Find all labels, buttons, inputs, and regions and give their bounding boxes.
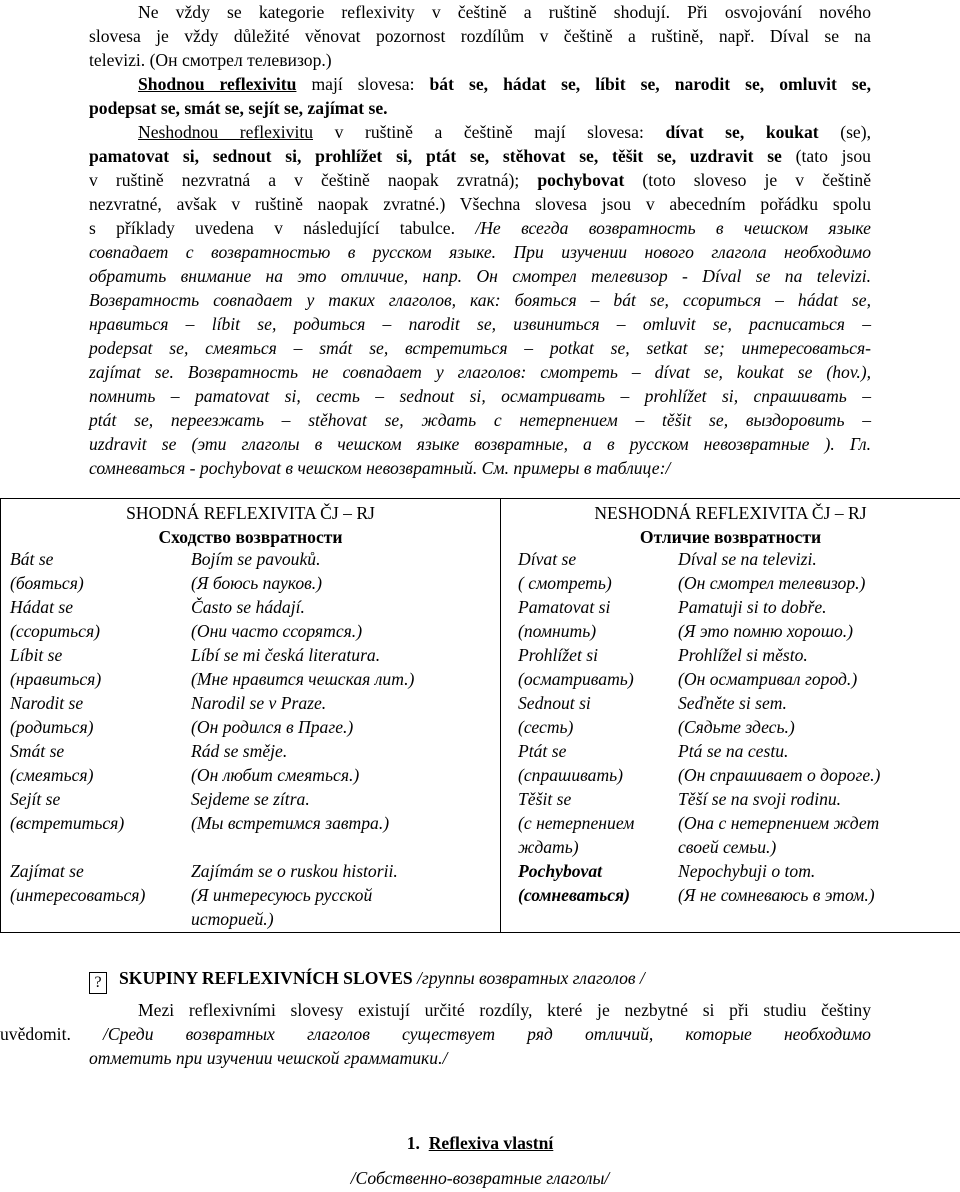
intro-paragraph [89,0,871,480]
neshoda-line3-b: pochybovat [537,170,625,190]
intro-text-2: slovesa je vždy důležité věnovat pozornost rozdílům v češtině a ruštině, např. Díval se na [89,26,871,46]
verb-line: Dívat se [518,549,577,569]
verb-line: Zajímat se [10,861,84,881]
ru-text-3: Возвратность совпадает у таких глаголов, как: бояться – bát se, ссориться – hádat se, [89,290,871,310]
neshoda-line4: nezvratné, avšak v ruštině naopak zvratné.) Všechna slovesa jsou v abecedním pořádku spolu [89,194,871,214]
example-line: (Он смотрел телевизор.) [678,573,866,593]
neshoda-label: Neshodnou reflexivitu [138,122,314,142]
section-text-1: Mezi reflexivními slovesy existují určité rozdíly, které je nezbytné si při studiu češtiny [138,1000,871,1020]
ru-text-5: podepsat se, смеяться – smát se, встретиться – potkat se, setkat se; интересоваться- [89,338,871,358]
example-line: Narodil se v Praze. [191,693,327,713]
example-line: (Она с нетерпением ждет [678,813,880,833]
verb-line: ( смотреть) [518,573,612,593]
example-line: Sejdeme se zítra. [191,789,310,809]
reflexivity-table [0,498,960,933]
neshoda-line3-a: v ruštině nezvratná a v češtině naopak zvratná); [89,170,538,190]
verb-cell [518,643,634,691]
shoda-rest: mají slovesa: [296,74,430,94]
example-cell [191,859,398,931]
section-title: SKUPINY REFLEXIVNÍCH SLOVES [119,968,413,988]
example-cell [191,643,414,691]
neshoda-line5-a: s příklady uvedena v následující tabulce. [89,218,476,238]
verb-line: Ptát se [518,741,567,761]
subsection-title: Reflexiva vlastní [428,1133,554,1153]
left-header-subtitle: Сходство возвратности [158,527,343,547]
ru-text-9: uzdravit se (эти глаголы в чешском языке возвратные, а в русском невозвратные ). Гл. [89,434,871,454]
example-cell [678,787,879,859]
intro-line-1 [89,0,871,24]
example-line: историей.) [191,909,274,929]
section-text-3: отметить при изучении чешской грамматики./ [89,1048,448,1068]
verb-cell [10,547,84,595]
verb-line: (сесть) [518,717,574,737]
verb-line: (нравиться) [10,669,102,689]
ru-text-2: обратить внимание на это отличие, напр. Он смотрел телевизор - Díval se na televizi. [89,266,871,286]
verb-line: (встретиться) [10,813,125,833]
neshoda-line-1 [89,120,871,144]
left-column [1,499,501,933]
verb-line: Smát se [10,741,65,761]
example-line: (Я не сомневаюсь в этом.) [678,885,875,905]
example-line: (Он родился в Праге.) [191,717,354,737]
section-title-ru: /группы возвратных глаголов / [412,968,645,988]
verb-line: (интересоваться) [10,885,146,905]
ru-line-7 [89,384,871,408]
intro-text-3: televizi. (Он смотрел телевизор.) [89,50,332,70]
neshoda-line3-c: (toto sloveso je v češtině [624,170,872,190]
example-cell [678,595,853,643]
section-line-1 [89,998,871,1022]
example-line: (Я это помню хорошо.) [678,621,854,641]
verb-line: (осматривать) [518,669,634,689]
example-line: Zajímám se o ruskou historii. [191,861,398,881]
verb-cell [518,739,623,787]
example-line: Těší se na svoji rodinu. [678,789,842,809]
section-line-2 [0,1022,871,1046]
example-line: (Сядьте здесь.) [678,717,795,737]
neshoda-line2-bold: pamatovat si, sednout si, prohlížet si, ptát se, stěhovat se, těšit se, uzdravit se [89,146,782,166]
example-cell [191,787,389,835]
example-line: (Я интересуюсь русской [191,885,373,905]
example-cell [191,691,353,739]
verb-line: Bát se [10,549,54,569]
example-line: Ptá se na cestu. [678,741,789,761]
verb-line: Pochybovat [518,861,603,881]
verb-cell [10,595,100,643]
neshoda-line-5 [89,216,871,240]
subsection-subtitle: /Собственно-возвратные глаголы/ [350,1168,610,1188]
shoda-line-1 [89,72,871,96]
ru-line-4 [89,312,871,336]
section-line-3 [89,1046,871,1070]
example-line: (Он любит смеяться.) [191,765,360,785]
ru-line-1 [89,240,871,264]
right-column [501,499,960,933]
shoda-label: Shodnou reflexivitu [138,74,297,94]
example-line: Často se hádají. [191,597,305,617]
verb-line: Těšit se [518,789,572,809]
example-line: Prohlížel si město. [678,645,808,665]
ru-line-6 [89,360,871,384]
section-heading [89,966,645,994]
intro-text-1: Ne vždy se kategorie reflexivity v češtině a ruštině shodují. Při osvojování nového [138,2,871,22]
verb-cell [518,787,634,859]
example-line: (Он осматривал город.) [678,669,858,689]
subsection-heading [0,1131,960,1155]
shoda-verbs-2: podepsat se, smát se, sejít se, zajímat se. [89,98,388,118]
ru-line-8 [89,408,871,432]
example-line: Bojím se pavouků. [191,549,321,569]
shoda-line-2 [89,96,871,120]
ru-text-8: ptát se, переезжать – stěhovat se, ждать с нетерпением – těšit se, выздоровить – [89,410,871,430]
ru-text-10: сомневаться - pochybovat в чешском невозвратный. См. примеры в таблице:/ [89,458,671,478]
example-line: Pamatuji si to dobře. [678,597,827,617]
ru-text-1: совпадает с возвратностью в русском языке. При изучении нового глагола необходимо [89,242,871,262]
right-header-subtitle: Отличие возвратности [639,527,822,547]
verb-line: (бояться) [10,573,84,593]
ru-text-6: zajímat se. Возвратность не совпадает у глаголов: смотреть – dívat se, koukat se (hov.), [89,362,871,382]
right-header-title: NESHODNÁ REFLEXIVITA ČJ – RJ [594,503,867,523]
verb-line: (смеяться) [10,765,94,785]
example-line: (Он спрашивает о дороге.) [678,765,881,785]
verb-line: (с нетерпением [518,813,635,833]
neshoda-line-4 [89,192,871,216]
verb-line: (родиться) [10,717,94,737]
verb-line: (ссориться) [10,621,100,641]
example-line: Díval se na televizi. [678,549,817,569]
shoda-verbs-1: bát se, hádat se, líbit se, narodit se, omluvit se, [429,74,871,94]
example-cell [191,547,322,595]
verb-line: Líbit se [10,645,63,665]
ru-line-9 [89,432,871,456]
example-line: Líbí se mi česká literatura. [191,645,381,665]
verb-cell [10,859,145,907]
left-header [1,499,500,549]
example-line: (Я боюсь пауков.) [191,573,323,593]
verb-line: Prohlížet si [518,645,598,665]
verb-cell [518,691,591,739]
neshoda-line-3 [89,168,871,192]
neshoda-line5-b: /Не всегда возвратность в чешском языке [475,218,871,238]
neshoda-rest: v ruštině a češtině mají slovesa: [313,122,666,142]
verb-line: Pamatovat si [518,597,611,617]
verb-cell [10,739,93,787]
verb-line: Sejít se [10,789,61,809]
example-line: (Мне нравится чешская лит.) [191,669,415,689]
verb-line: (сомневаться) [518,885,630,905]
left-header-title: SHODNÁ REFLEXIVITA ČJ – RJ [126,503,375,523]
example-cell [678,691,795,739]
verb-line: (спрашивать) [518,765,624,785]
right-header [501,499,960,549]
example-line: (Они часто ссорятся.) [191,621,363,641]
verb-line: Hádat se [10,597,74,617]
ru-line-2 [89,264,871,288]
intro-line-2 [89,24,871,48]
example-line: (Мы встретимся завтра.) [191,813,390,833]
verb-cell [518,547,612,595]
section-paragraph [0,998,871,1070]
neshoda-line2-rest: (tato jsou [781,146,871,166]
verb-cell [518,859,630,907]
ru-text-4: нравиться – líbit se, родиться – narodit se, извиниться – omluvit se, расписаться – [89,314,871,334]
left-cellbox [1,499,500,932]
neshoda-verbs-a: dívat se, koukat [665,122,819,142]
example-cell [678,547,865,595]
verb-line: Narodit se [10,693,84,713]
example-cell [191,595,362,643]
question-box-icon: ? [89,972,107,994]
subsection-number: 1. [406,1133,420,1153]
ru-line-10 [89,456,871,480]
verb-cell [10,643,101,691]
ru-line-3 [89,288,871,312]
ru-text-7: помнить – pamatovat si, сесть – sednout si, осматривать – prohlížet si, спрашивать – [89,386,871,406]
example-cell [678,643,857,691]
verb-cell [518,595,610,643]
verb-line: ждать) [518,837,579,857]
example-line: Nepochybuji o tom. [678,861,816,881]
ru-line-5 [89,336,871,360]
section-text-2b: /Среди возвратных глаголов существует ряд отличий, которые необходимо [103,1024,871,1044]
example-line: своей семьи.) [678,837,777,857]
intro-line-3 [89,48,871,72]
section-text-2a: uvědomit. [0,1024,103,1044]
verb-line: Sednout si [518,693,591,713]
verb-cell [10,787,124,835]
example-line: Seďněte si sem. [678,693,787,713]
verb-line: (помнить) [518,621,597,641]
example-cell [191,739,359,787]
example-cell [678,859,875,907]
example-line: Rád se směje. [191,741,288,761]
right-cellbox [501,499,960,932]
neshoda-line-2 [89,144,871,168]
neshoda-verbs-a2: (se), [818,122,871,142]
example-cell [678,739,880,787]
verb-cell [10,691,93,739]
